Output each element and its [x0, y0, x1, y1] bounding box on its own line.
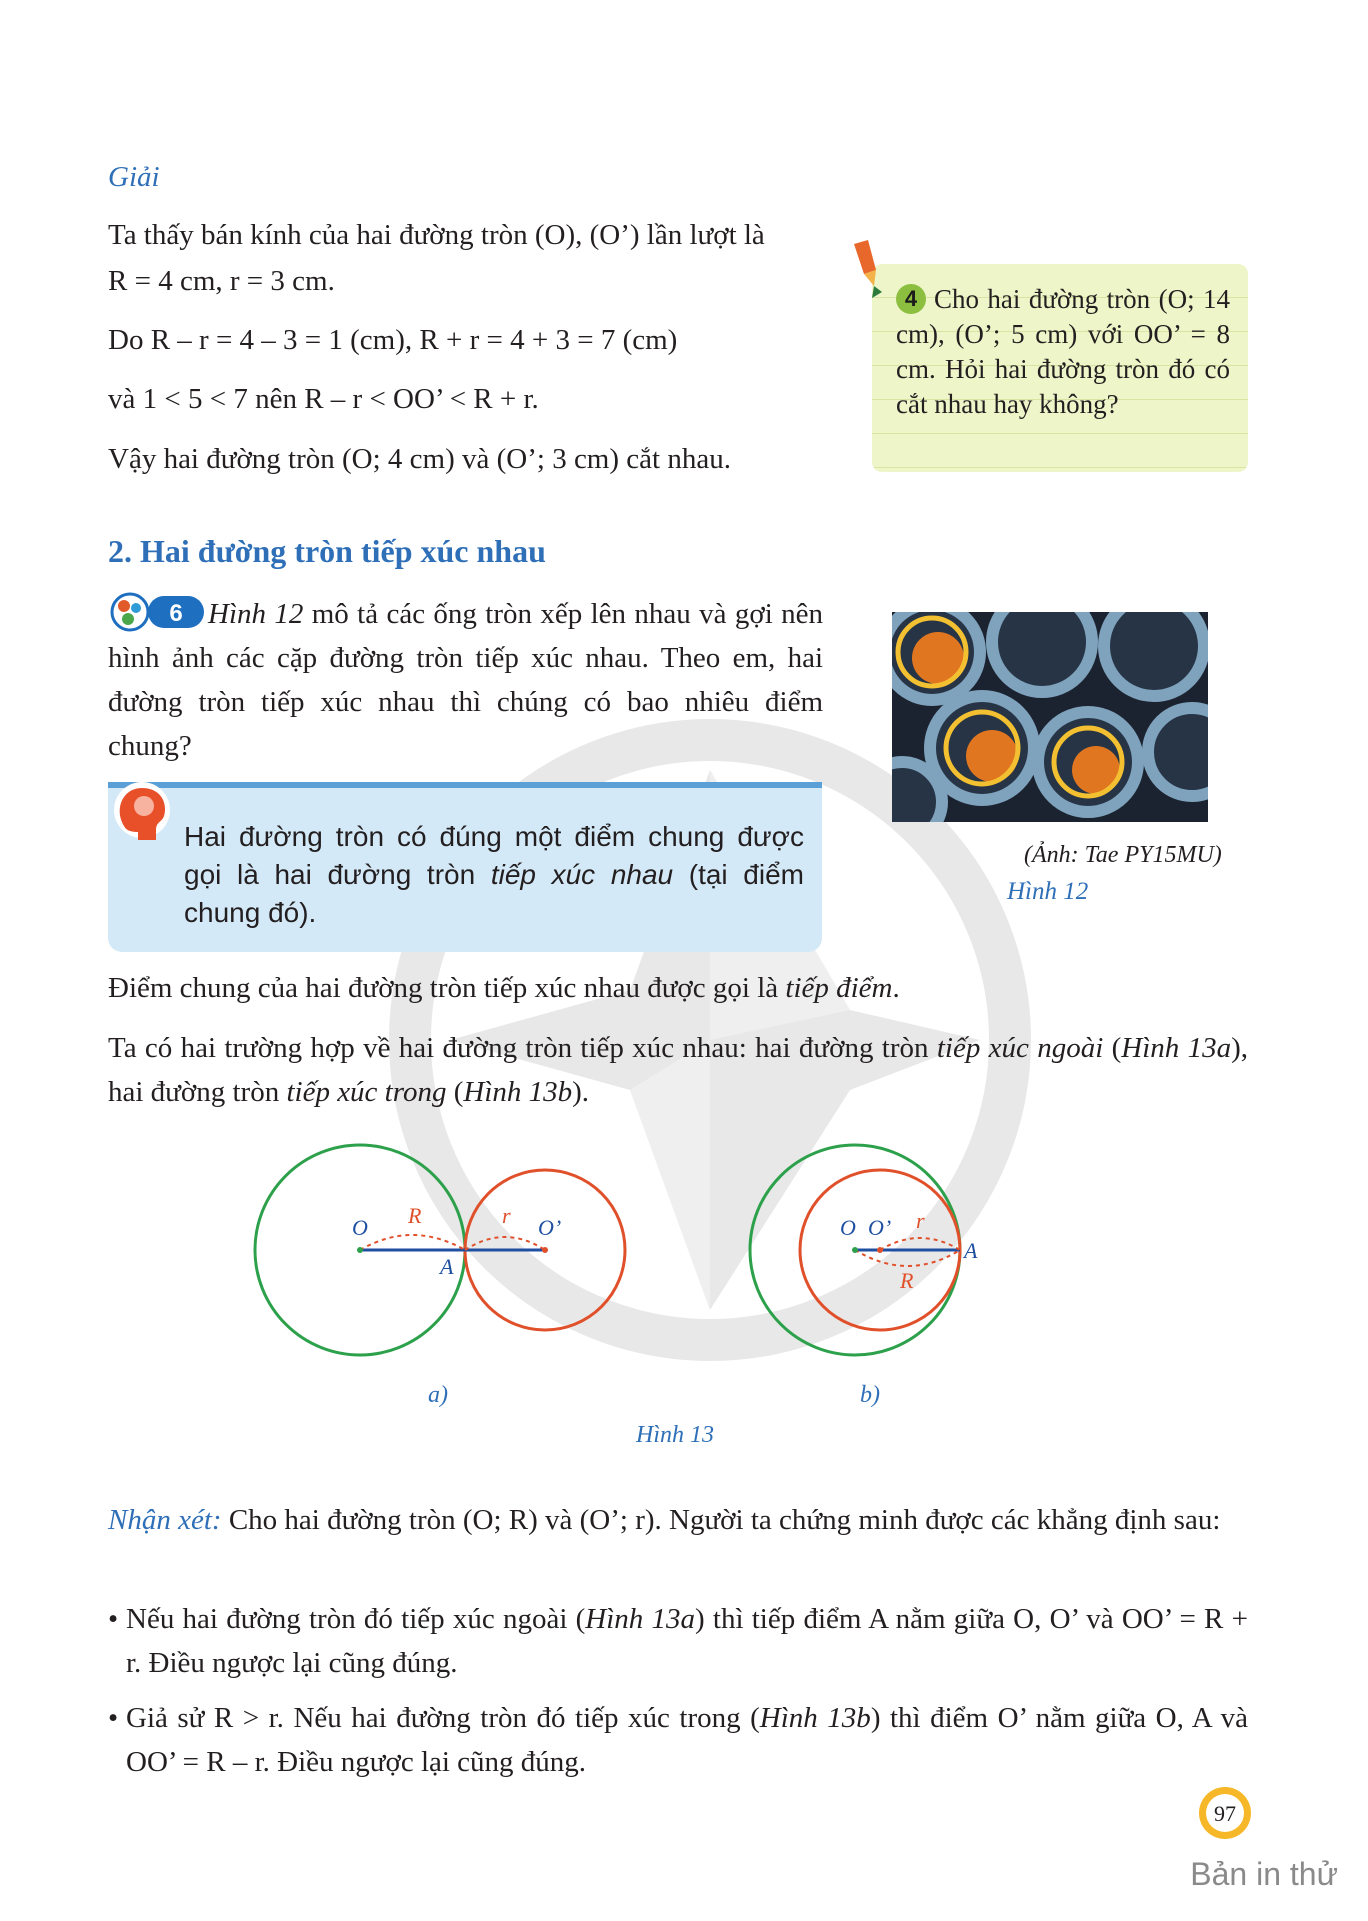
definition-term: tiếp xúc nhau [490, 859, 674, 890]
solution-heading: Giải [108, 161, 160, 193]
definition-text [184, 818, 804, 932]
figure-13-caption: Hình 13 [636, 1422, 714, 1448]
label-R-b: R [900, 1268, 914, 1293]
bullet-2-marker: • [108, 1702, 119, 1734]
cases-paragraph: Ta có hai trường hợp về hai đường tròn tiếp xúc nhau: hai đường tròn tiếp xúc ngoài (Hình 13a), hai đường tròn tiếp xúc trong (Hình 13b). [108, 1032, 1248, 1108]
practice-4-note [872, 264, 1248, 472]
figure-12-caption: Hình 12 [1007, 878, 1089, 905]
pipes-photo [892, 612, 1208, 822]
label-r-b: r [916, 1208, 925, 1233]
preview-label: Bản in thử [1190, 1856, 1338, 1892]
tangent-point-part-1: Điểm chung của hai đường tròn tiếp xúc nhau được gọi là [108, 972, 786, 1004]
cases-ref-2: Hình 13b [463, 1076, 573, 1108]
solution-line-1: Ta thấy bán kính của hai đường tròn (O), (O’) lần lượt là [108, 219, 765, 251]
practice-4-number: 4 [896, 284, 926, 314]
definition-part-1: Hai đường tròn có đúng một điểm chung được gọi là hai đường tròn [184, 821, 804, 890]
cases-part-1: Ta có hai trường hợp về hai đường tròn tiếp xúc nhau: hai đường tròn [108, 1032, 937, 1064]
label-b: b) [860, 1382, 880, 1408]
bullet-2-part-b: ) thì điểm O’ nằm giữa O, A và OO’ = R – r. Điều ngược lại cũng đúng. [126, 1702, 1249, 1778]
definition-box [108, 782, 822, 952]
bullet-1-marker: • [108, 1603, 119, 1635]
photo-credit: (Ảnh: Tae PY15MU) [1024, 842, 1222, 868]
remark-label: Nhận xét: [108, 1504, 222, 1536]
label-O2-b: O’ [868, 1215, 892, 1240]
cases-part-2: , hai đường tròn [108, 1032, 1248, 1108]
activity-6-body: mô tả các ống tròn xếp lên nhau và gợi nên hình ảnh các cặp đường tròn tiếp xúc nhau. Theo em, hai đường tròn tiếp xúc nhau thì chúng có bao nhiêu điểm chung? [108, 598, 824, 762]
definition-part-2: (tại điểm chung đó). [184, 859, 804, 928]
solution-line-3: Do R – r = 4 – 3 = 1 (cm), R + r = 4 + 3 = 7 (cm) [108, 324, 678, 356]
practice-4-text: Cho hai đường tròn (O; 14 cm), (O’; 5 cm) với OO’ = 8 cm. Hỏi hai đường tròn đó có cắt nhau hay không? [896, 284, 1230, 419]
page-number-badge [1196, 1784, 1254, 1842]
label-R-a: R [408, 1203, 422, 1228]
figure-13a [255, 1145, 625, 1408]
activity-6-figure-ref: Hình 12 [208, 598, 304, 630]
pen-icon [846, 240, 886, 300]
figure-13b [750, 1145, 978, 1408]
remark-paragraph [108, 1498, 1248, 1542]
figure-13 [240, 1140, 1040, 1410]
tangent-point-part-2: . [892, 972, 900, 1004]
remark-bullet-1 [126, 1597, 1248, 1685]
cases-term-2: tiếp xúc trong [286, 1076, 447, 1108]
section-2-title: 2. Hai đường tròn tiếp xúc nhau [108, 533, 546, 569]
practice-4-body [896, 282, 1230, 422]
page-number: 97 [1214, 1801, 1236, 1826]
activity-6-number: 6 [169, 600, 183, 627]
label-A-a: A [440, 1254, 454, 1279]
tangent-point-paragraph [108, 966, 900, 1010]
activity-6-text [108, 592, 823, 768]
remark-intro: Cho hai đường tròn (O; R) và (O’; r). Người ta chứng minh được các khẳng định sau: [221, 1504, 1221, 1536]
solution-line-4: và 1 < 5 < 7 nên R – r < OO’ < R + r. [108, 383, 539, 415]
solution-line-2: R = 4 cm, r = 3 cm. [108, 265, 335, 297]
label-O-a: O [352, 1215, 368, 1240]
label-r-a: r [502, 1203, 511, 1228]
bullet-2-ref: Hình 13b [759, 1702, 871, 1734]
cases-ref-1: Hình 13a [1121, 1032, 1232, 1064]
label-O-b: O [840, 1215, 856, 1240]
bullet-1-part-b: ) thì tiếp điểm A nằm giữa O, O’ và OO’ = R + r. Điều ngược lại cũng đúng. [126, 1603, 1248, 1679]
bullet-2-part-a: Giả sử R > r. Nếu hai đường tròn đó tiếp xúc trong ( [126, 1702, 760, 1734]
solution-line-5: Vậy hai đường tròn (O; 4 cm) và (O’; 3 cm) cắt nhau. [108, 443, 731, 475]
bullet-1-part-a: Nếu hai đường tròn đó tiếp xúc ngoài ( [126, 1603, 586, 1635]
bullet-1-ref: Hình 13a [585, 1603, 696, 1635]
tangent-point-term: tiếp điểm [785, 972, 893, 1004]
idea-head-icon [108, 780, 176, 848]
label-a: a) [428, 1382, 448, 1408]
remark-bullet-2 [126, 1696, 1248, 1784]
label-A-b: A [964, 1238, 978, 1263]
cases-term-1: tiếp xúc ngoài [936, 1032, 1104, 1064]
label-O2-a: O’ [538, 1215, 562, 1240]
